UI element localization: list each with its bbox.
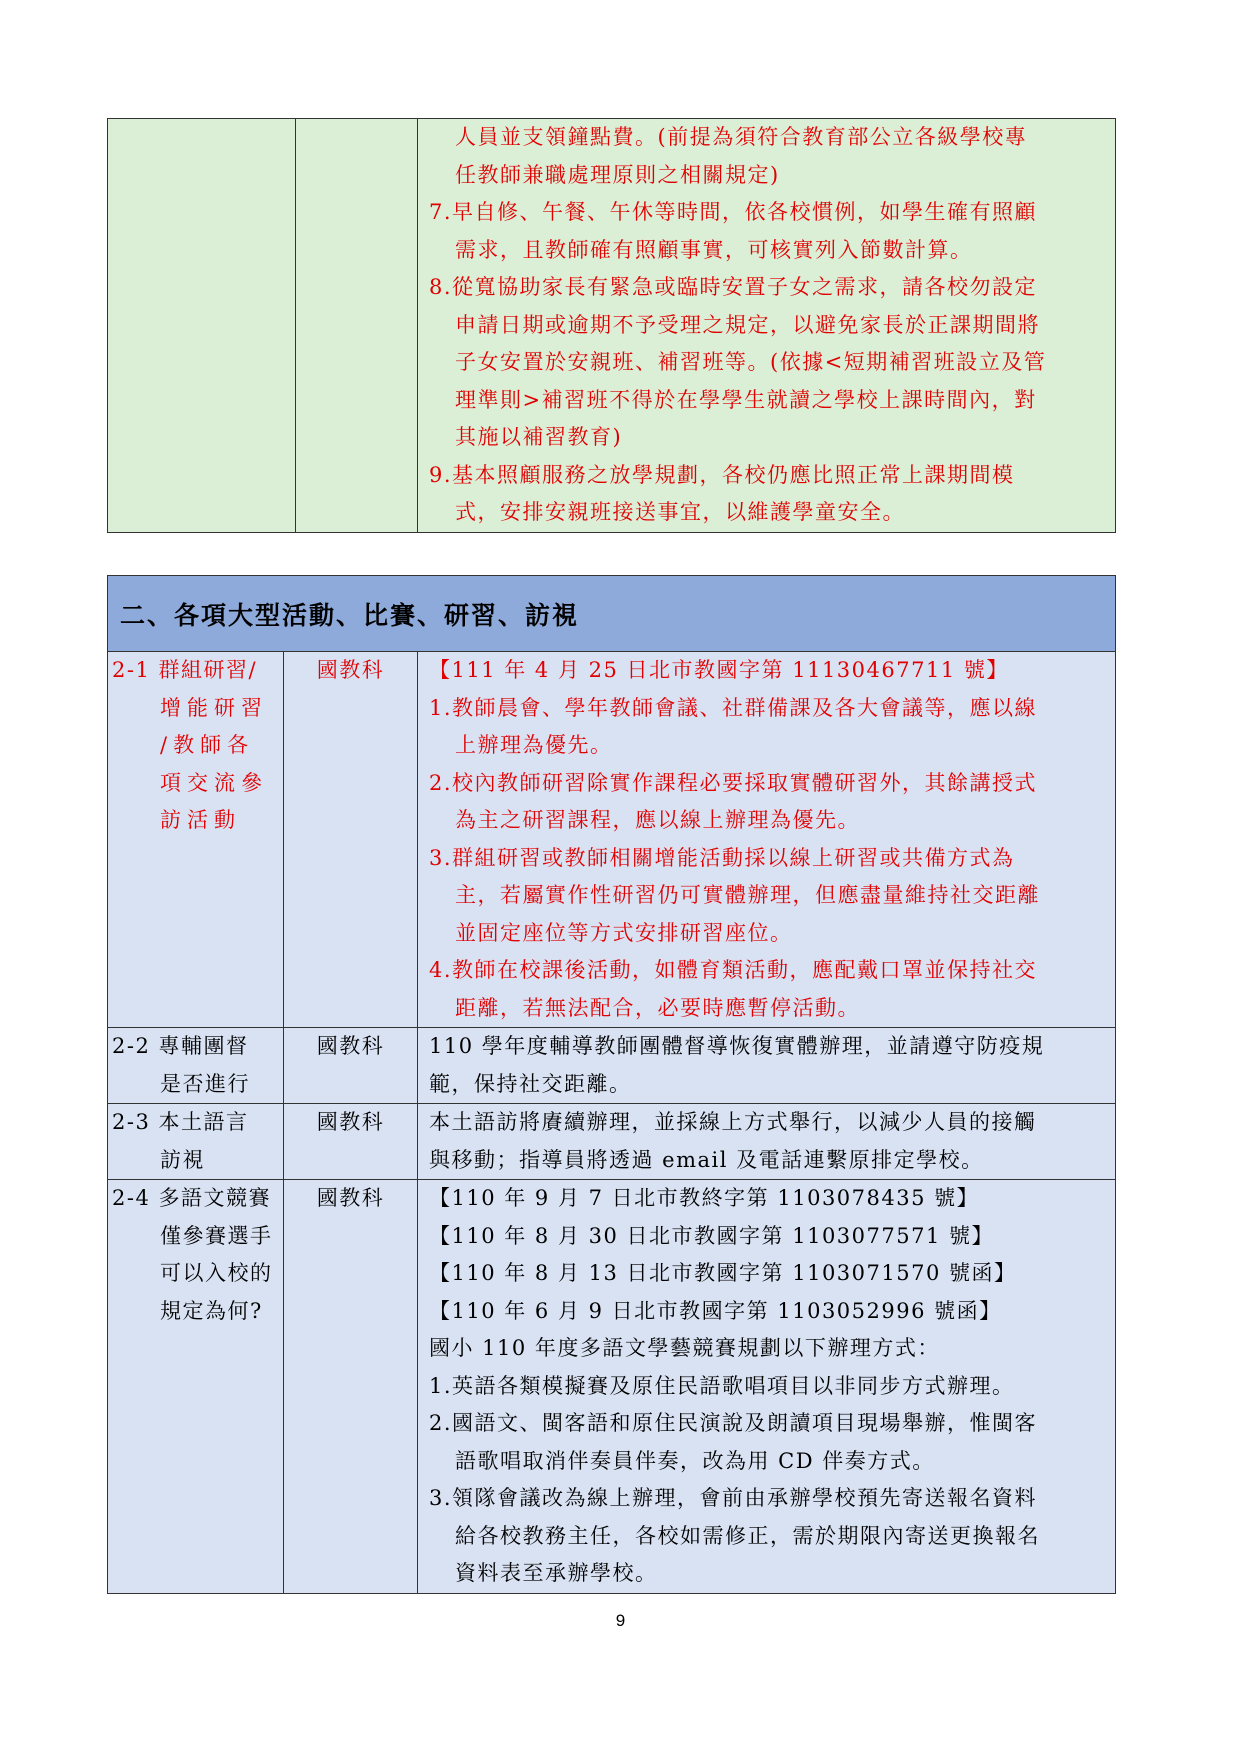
item-label-line: 2-3 本土語言 bbox=[112, 1110, 249, 1134]
table-row bbox=[108, 1104, 1116, 1180]
content-line: 式，安排安親班接送事宜，以維護學童安全。 bbox=[455, 500, 905, 524]
page-number: 9 bbox=[615, 1611, 626, 1630]
item-label-line: 2-1 群組研習/ bbox=[112, 658, 258, 682]
content-line: 國小 110 年度多語文學藝競賽規劃以下辦理方式： bbox=[429, 1336, 940, 1360]
table-row bbox=[108, 1028, 1116, 1104]
item-cell bbox=[108, 119, 296, 533]
content-line: 【110 年 8 月 30 日北市教國字第 1103077571 號】 bbox=[429, 1223, 994, 1248]
item-label-line: /教師各 bbox=[160, 733, 255, 757]
unit-label: 國教科 bbox=[316, 1034, 385, 1058]
section-header-row bbox=[108, 576, 1116, 652]
content-line: 其施以補習教育) bbox=[455, 425, 623, 449]
unit-label: 國教科 bbox=[316, 1186, 385, 1210]
content-line: 7.早自修、午餐、午休等時間，依各校慣例，如學生確有照顧 bbox=[429, 200, 1038, 224]
unit-cell bbox=[284, 1180, 418, 1594]
item-label-line: 2-4 多語文競賽 bbox=[112, 1186, 271, 1210]
content-line: 為主之研習課程，應以線上辦理為優先。 bbox=[455, 808, 860, 832]
content-line: 3.領隊會議改為線上辦理，會前由承辦學校預先寄送報名資料 bbox=[429, 1486, 1038, 1510]
section-title: 二、各項大型活動、比賽、研習、訪視 bbox=[120, 600, 580, 630]
item-label-line: 2-2 專輔團督 bbox=[112, 1034, 249, 1058]
unit-label: 國教科 bbox=[316, 1110, 385, 1134]
content-line: 【110 年 8 月 13 日北市教國字第 1103071570 號函】 bbox=[429, 1261, 1017, 1285]
item-cell bbox=[108, 1104, 284, 1180]
content-cell bbox=[418, 1180, 1116, 1594]
item-label-line: 增能研習 bbox=[160, 695, 268, 720]
content-line: 8.從寬協助家長有緊急或臨時安置子女之需求，請各校勿設定 bbox=[429, 275, 1038, 299]
content-line: 需求，且教師確有照顧事實，可核實列入節數計算。 bbox=[455, 237, 973, 262]
unit-cell bbox=[284, 1104, 418, 1180]
content-line: 3.群組研習或教師相關增能活動採以線上研習或共備方式為 bbox=[429, 845, 1015, 870]
table-row bbox=[108, 652, 1116, 1028]
content-line: 本土語訪將賡續辦理，並採線上方式舉行，以減少人員的接觸 bbox=[429, 1110, 1037, 1134]
item-label-line: 規定為何? bbox=[160, 1298, 263, 1323]
content-line: 4.教師在校課後活動，如體育類活動，應配戴口罩並保持社交 bbox=[429, 958, 1038, 982]
content-line: 並固定座位等方式安排研習座位。 bbox=[455, 920, 793, 945]
item-cell bbox=[108, 652, 284, 1028]
content-cell bbox=[418, 119, 1116, 533]
item-label-line: 訪活動 bbox=[160, 808, 241, 832]
content-line: 【111 年 4 月 25 日北市教國字第 11130467711 號】 bbox=[429, 658, 1009, 682]
content-line: 【110 年 6 月 9 日北市教國字第 1103052996 號函】 bbox=[429, 1298, 1002, 1323]
item-label-line: 訪視 bbox=[160, 1147, 205, 1172]
content-line: 9.基本照顧服務之放學規劃，各校仍應比照正常上課期間模 bbox=[429, 462, 1015, 487]
content-line: 範，保持社交距離。 bbox=[429, 1071, 632, 1096]
content-cell bbox=[418, 1104, 1116, 1180]
item-label-line: 可以入校的 bbox=[160, 1261, 273, 1285]
unit-cell bbox=[284, 652, 418, 1028]
content-line: 理準則>補習班不得於在學學生就讀之學校上課時間內，對 bbox=[455, 387, 1037, 412]
unit-cell bbox=[296, 119, 418, 533]
content-cell bbox=[418, 652, 1116, 1028]
content-line: 上辦理為優先。 bbox=[455, 733, 613, 757]
item-label-line: 項交流參 bbox=[160, 770, 268, 795]
content-line: 子女安置於安親班、補習班等。(依據<短期補習班設立及管 bbox=[455, 350, 1047, 374]
content-line: 人員並支領鐘點費。(前提為須符合教育部公立各級學校專 bbox=[455, 125, 1028, 149]
continuation-table bbox=[107, 118, 1116, 533]
section-table bbox=[107, 575, 1116, 1594]
content-line: 1.教師晨會、學年教師會議、社群備課及各大會議等，應以線 bbox=[429, 695, 1038, 720]
unit-cell bbox=[284, 1028, 418, 1104]
content-line: 1.英語各類模擬賽及原住民語歌唱項目以非同步方式辦理。 bbox=[429, 1373, 1015, 1398]
content-line: 資料表至承辦學校。 bbox=[455, 1561, 658, 1585]
table-row bbox=[108, 119, 1116, 533]
content-line: 語歌唱取消伴奏員伴奏，改為用 CD 伴奏方式。 bbox=[455, 1448, 935, 1473]
item-cell bbox=[108, 1180, 284, 1594]
content-line: 2.國語文、閩客語和原住民演說及朗讀項目現場舉辦，惟閩客 bbox=[429, 1411, 1038, 1435]
item-cell bbox=[108, 1028, 284, 1104]
unit-label: 國教科 bbox=[316, 658, 385, 682]
section-header-cell bbox=[108, 576, 1116, 652]
section-body bbox=[108, 652, 1116, 1594]
content-line: 與移動；指導員將透過 email 及電話連繫原排定學校。 bbox=[429, 1147, 984, 1172]
item-label-line: 是否進行 bbox=[160, 1071, 250, 1096]
content-line: 距離，若無法配合，必要時應暫停活動。 bbox=[455, 995, 860, 1020]
content-line: 【110 年 9 月 7 日北市教終字第 1103078435 號】 bbox=[429, 1186, 980, 1210]
content-line: 給各校教務主任，各校如需修正，需於期限內寄送更換報名 bbox=[455, 1523, 1040, 1548]
table-row bbox=[108, 1180, 1116, 1594]
content-line: 申請日期或逾期不予受理之規定，以避免家長於正課期間將 bbox=[455, 312, 1040, 337]
content-line: 任教師兼職處理原則之相關規定) bbox=[455, 162, 780, 187]
content-line: 2.校內教師研習除實作課程必要採取實體研習外，其餘講授式 bbox=[429, 770, 1038, 795]
content-line: 主，若屬實作性研習仍可實體辦理，但應盡量維持社交距離 bbox=[455, 883, 1040, 907]
item-label-line: 僅參賽選手 bbox=[160, 1223, 273, 1248]
content-line: 110 學年度輔導教師團體督導恢復實體辦理，並請遵守防疫規 bbox=[429, 1034, 1045, 1058]
content-cell bbox=[418, 1028, 1116, 1104]
